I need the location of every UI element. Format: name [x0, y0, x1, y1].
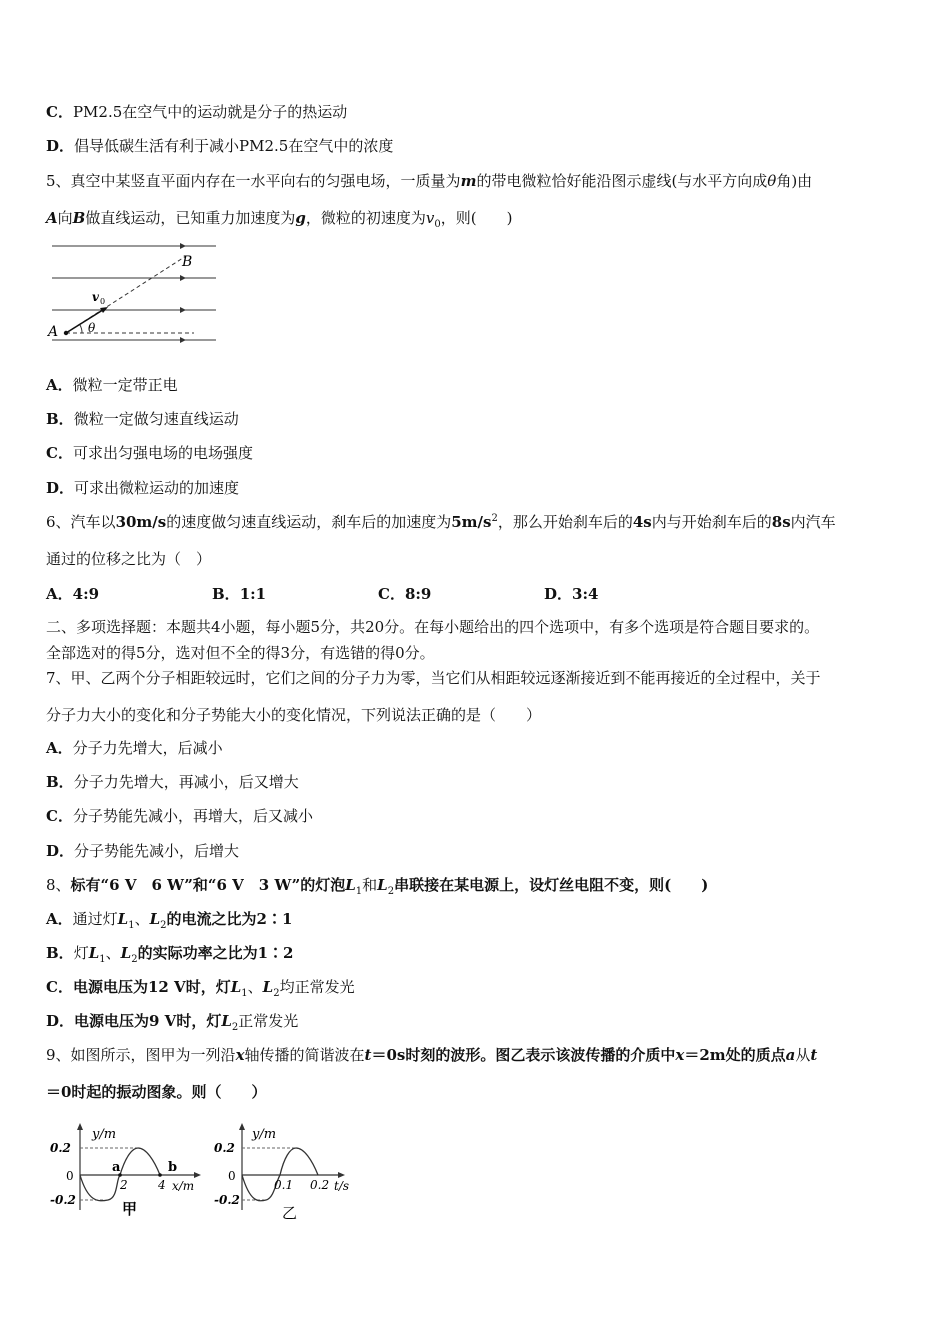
- q6-option-c: C．8:9: [378, 585, 432, 603]
- yi-zero: 0: [228, 1169, 236, 1183]
- q5-stem-line1: 5、真空中某竖直平面内存在一水平向右的匀强电场，一质量为m的带电微粒恰好能沿图示虚线(与水平方向成θ角)由: [46, 172, 813, 190]
- q5-option-d: D．可求出微粒运动的加速度: [46, 479, 240, 497]
- jia-tick-2: 2: [120, 1178, 128, 1192]
- yi-x-arrow: [338, 1172, 345, 1178]
- yi-caption: 乙: [282, 1204, 298, 1222]
- q5-option-b: B．微粒一定做匀速直线运动: [46, 410, 239, 428]
- yi-y-arrow: [239, 1123, 245, 1130]
- jia-caption: 甲: [122, 1200, 138, 1218]
- q7-option-d: D．分子势能先减小，后增大: [46, 842, 240, 860]
- label-theta: θ: [88, 321, 96, 335]
- theta-arc: [80, 325, 82, 333]
- q7-option-b: B．分子力先增大，再减小，后又增大: [46, 773, 299, 791]
- label-a: A: [48, 324, 59, 340]
- jia-tick-4: 4: [158, 1178, 166, 1192]
- yi-bottom-tick: -0.2: [214, 1193, 240, 1207]
- jia-point-b: [158, 1173, 162, 1177]
- jia-label-b: b: [168, 1160, 178, 1175]
- jia-zero: 0: [66, 1169, 74, 1183]
- q8-stem: 8、标有“6 V 6 W”和“6 V 3 W”的灯泡$L_1$和$L_2$串联接在某电源上，设灯丝电阻不变，则( ): [46, 876, 709, 897]
- q4-option-c: C．PM2.5在空气中的运动就是分子的热运动: [46, 103, 348, 121]
- section2-heading-line2: 全部选对的得5分，选对但不全的得3分，有选错的得0分。: [46, 644, 435, 662]
- yi-tick-1: 0.1: [274, 1178, 294, 1192]
- label-v0-sub: 0: [100, 297, 106, 306]
- q5-figure: [44, 238, 224, 344]
- q9-figure-yi: [212, 1120, 372, 1224]
- q6-option-d: D．3:4: [544, 585, 599, 603]
- q6-stem-line1: 6、汽车以30m/s的速度做匀速直线运动，刹车后的加速度为$5m/s^2$，那么开始刹车后的4s内与开始刹车后的8s内汽车: [46, 513, 836, 531]
- q8-option-b: B．灯$L_1$、$L_2$的实际功率之比为1∶2: [46, 944, 294, 965]
- q6-option-a: A．4:9: [46, 585, 100, 603]
- jia-top-tick: 0.2: [50, 1141, 71, 1155]
- q8-option-a: A．通过灯$L_1$、$L_2$的电流之比为2∶1: [46, 910, 293, 931]
- q5-stem-line2: A向B做直线运动，已知重力加速度为g，微粒的初速度为$v_0$，则( ): [46, 209, 513, 230]
- yi-ylabel: y/m: [252, 1127, 277, 1142]
- q5-option-c: C．可求出匀强电场的电场强度: [46, 444, 253, 462]
- q6-stem-line2: 通过的位移之比为（ ）: [46, 550, 212, 568]
- q6-option-b: B．1:1: [212, 585, 267, 603]
- q9-stem-line1: 9、如图所示，图甲为一列沿x轴传播的简谐波在t＝0s时刻的波形。图乙表示该波传播的介质中x＝2m处的质点a从t: [46, 1046, 818, 1064]
- label-b: B: [182, 254, 193, 270]
- q7-stem-line2: 分子力大小的变化和分子势能大小的变化情况，下列说法正确的是（ ）: [46, 706, 542, 724]
- q7-option-a: A．分子力先增大，后减小: [46, 739, 223, 757]
- yi-wave: [242, 1148, 318, 1201]
- q9-stem-line2: ＝0时起的振动图象。则（ ）: [46, 1083, 267, 1101]
- jia-label-a: a: [112, 1160, 121, 1175]
- q7-option-c: C．分子势能先减小，再增大，后又减小: [46, 807, 313, 825]
- jia-y-arrow: [77, 1123, 83, 1130]
- q4-option-d: D．倡导低碳生活有利于减小PM2.5在空气中的浓度: [46, 137, 394, 155]
- q8-option-c: C．电源电压为12 V时，灯$L_1$、$L_2$均正常发光: [46, 978, 355, 999]
- q7-stem-line1: 7、甲、乙两个分子相距较远时，它们之间的分子力为零，当它们从相距较远逐渐接近到不能再接近的全过程中，关于: [46, 669, 821, 687]
- q9-figure-jia: [48, 1120, 208, 1220]
- label-v0: v: [92, 290, 99, 304]
- q5-option-a: A．微粒一定带正电: [46, 376, 178, 394]
- velocity-vector: [66, 308, 106, 333]
- section2-heading-line1: 二、多项选择题：本题共4小题，每小题5分，共20分。在每小题给出的四个选项中，有多个选项是符合题目要求的。: [46, 618, 820, 636]
- yi-tick-2: 0.2: [310, 1178, 330, 1192]
- yi-top-tick: 0.2: [214, 1141, 235, 1155]
- q8-option-d: D．电源电压为9 V时，灯$L_2$正常发光: [46, 1012, 299, 1033]
- jia-x-arrow: [194, 1172, 201, 1178]
- q6-options: [46, 584, 710, 604]
- jia-ylabel: y/m: [92, 1127, 117, 1142]
- jia-bottom-tick: -0.2: [50, 1193, 76, 1207]
- point-a: [64, 331, 68, 335]
- yi-xlabel: t/s: [334, 1179, 350, 1193]
- jia-xlabel: x/m: [172, 1179, 195, 1193]
